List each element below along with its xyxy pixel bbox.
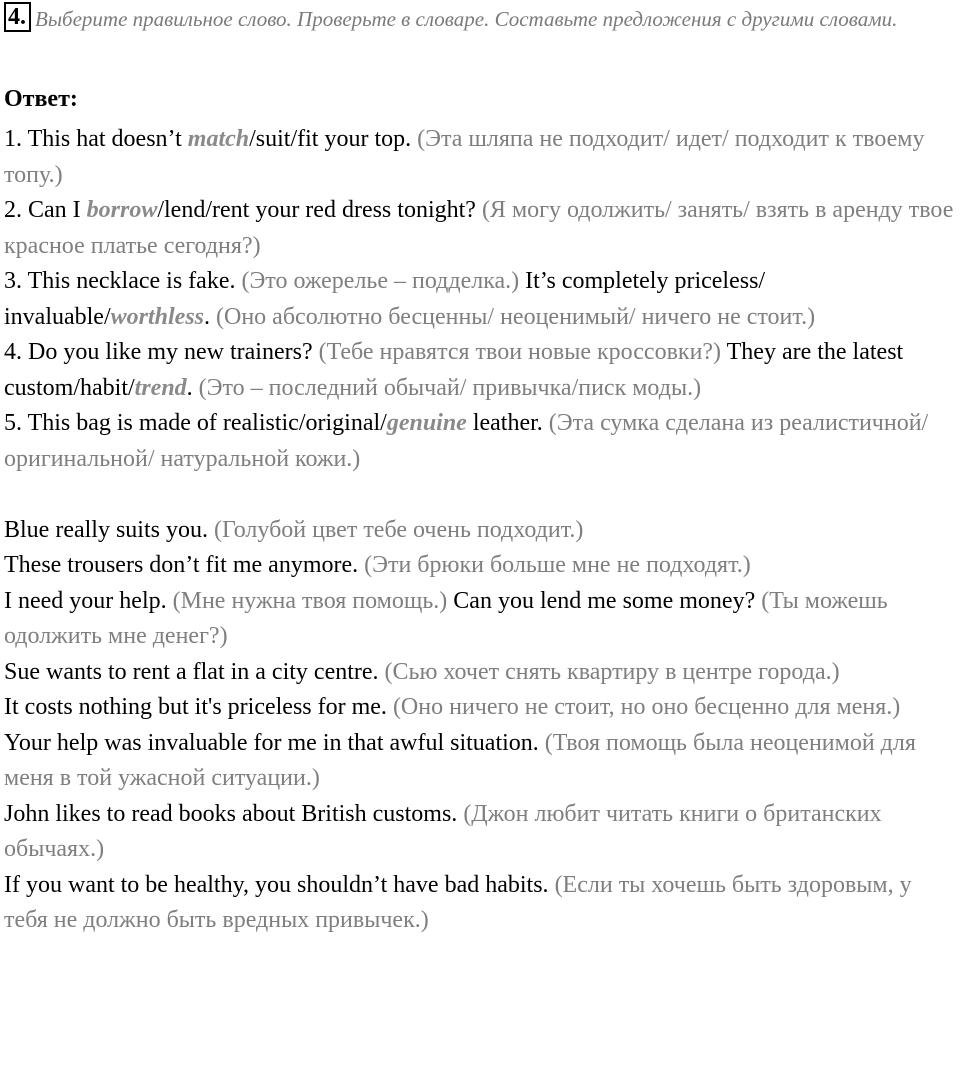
answer-text: . <box>204 303 217 330</box>
translation: (Джон любит читать книги о британских обычаях.) <box>4 800 882 862</box>
translation: (Мне нужна твоя помощь.) <box>172 587 454 614</box>
example-sentence <box>4 655 958 691</box>
task-header <box>4 2 958 70</box>
sentence-text: John likes to read books about British customs. <box>4 800 464 827</box>
answer-text: 3. This necklace is fake. <box>4 268 242 294</box>
answer-item-3 <box>4 264 958 335</box>
answer-text: 1. This hat doesn’t <box>4 126 188 152</box>
example-sentence <box>4 548 958 584</box>
translation: (Тебе нравятся твои новые кроссовки?) <box>318 339 727 365</box>
answer-item-1 <box>4 122 958 193</box>
answer-text: 4. Do you like my new trainers? <box>4 339 319 365</box>
example-sentence <box>4 584 958 655</box>
answer-text: /suit/fit your top. <box>249 126 418 152</box>
answer-keyword: worthless <box>110 303 205 330</box>
example-sentence <box>4 797 958 868</box>
sentence-text: It costs nothing but it's priceless for me. <box>4 694 393 720</box>
answer-keyword: trend <box>134 374 187 401</box>
sentence-text: If you want to be healthy, you shouldn’t have bad habits. <box>4 871 555 898</box>
sentence-text: Sue wants to rent a flat in a city centre. <box>4 658 385 685</box>
translation: (Это – последний обычай/ привычка/писк моды.) <box>198 374 702 401</box>
answer-label: Ответ: <box>4 86 78 112</box>
answer-item-5 <box>4 406 958 477</box>
example-sentence <box>4 726 958 797</box>
document-page <box>4 2 958 939</box>
translation: (Оно абсолютно бесценны/ неоценимый/ ничего не стоит.) <box>216 303 816 330</box>
answer-text: leather. <box>466 410 549 436</box>
task-number: 4. <box>4 2 31 32</box>
translation: (Твоя помощь была неоценимой для меня в той ужасной ситуации.) <box>4 729 916 791</box>
sentence-text: These trousers don’t fit me anymore. <box>4 552 365 578</box>
translation: (Сью хочет снять квартиру в центре города.) <box>384 658 840 685</box>
translation: (Эта сумка сделана из реалистичной/ оригинальной/ натуральной кожи.) <box>4 410 929 472</box>
answer-text: /lend/rent your red dress tonight? <box>157 197 482 223</box>
translation: (Ты можешь одолжить мне денег?) <box>4 587 888 649</box>
answer-text: . <box>186 374 199 401</box>
answer-keyword: match <box>187 126 250 152</box>
sentence-text: Your help was invaluable for me in that awful situation. <box>4 729 545 756</box>
answer-item-2 <box>4 193 958 264</box>
paragraph-gap <box>4 477 958 513</box>
example-sentence <box>4 868 958 939</box>
answer-keyword: genuine <box>386 410 467 436</box>
answer-list <box>4 122 958 939</box>
task-instruction: Выберите правильное слово. Проверьте в словаре. Составьте предложения с другими словами. <box>35 7 898 31</box>
sentence-text: I need your help. <box>4 587 173 614</box>
translation: (Эти брюки больше мне не подходят.) <box>364 552 751 578</box>
translation: (Оно ничего не стоит, но оно бесценно для меня.) <box>392 694 901 720</box>
translation: (Это ожерелье – подделка.) <box>241 268 526 294</box>
sentence-text: Can you lend me some money? <box>453 587 762 614</box>
answer-text: 5. This bag is made of realistic/original/ <box>4 410 387 436</box>
translation: (Голубой цвет тебе очень подходит.) <box>213 516 584 543</box>
answer-text: They are the latest custom/habit/ <box>4 339 904 401</box>
answer-text: 2. Can I <box>4 197 87 223</box>
answer-text: It’s completely priceless/ invaluable/ <box>4 268 766 330</box>
answer-keyword: borrow <box>86 197 158 223</box>
example-sentence <box>4 690 958 726</box>
sentence-text: Blue really suits you. <box>4 516 214 543</box>
translation: (Я могу одолжить/ занять/ взять в аренду твое красное платье сегодня?) <box>4 197 954 259</box>
translation: (Если ты хочешь быть здоровым, у тебя не должно быть вредных привычек.) <box>4 871 912 933</box>
translation: (Эта шляпа не подходит/ идет/ подходит к твоему топу.) <box>4 126 925 188</box>
example-sentence <box>4 513 958 549</box>
answer-item-4 <box>4 335 958 406</box>
